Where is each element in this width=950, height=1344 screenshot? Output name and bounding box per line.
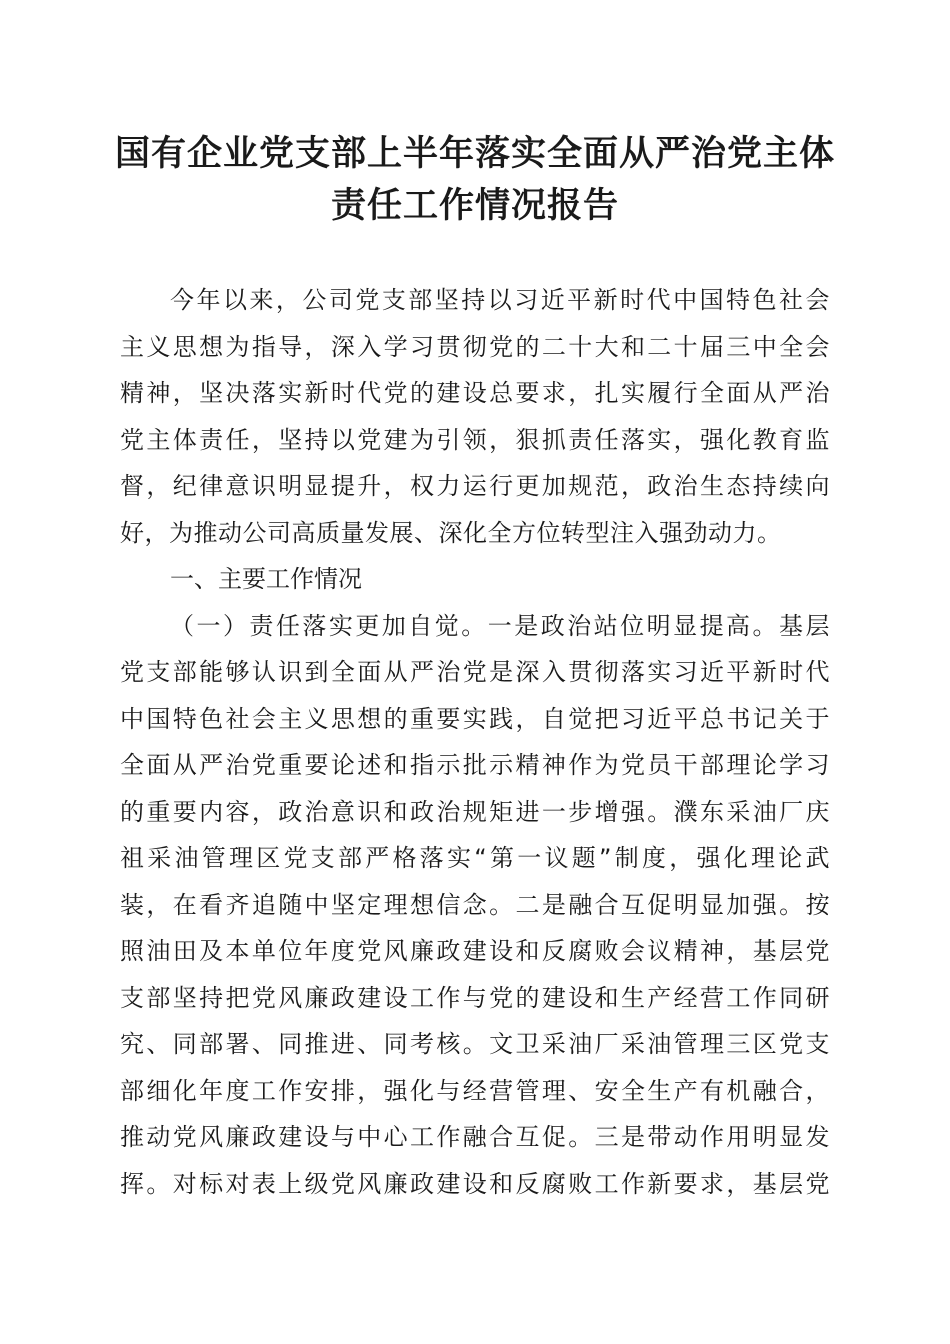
section1-paragraph <box>120 603 830 1208</box>
section1-line: （一）责任落实更加自觉。一是政治站位明显提高。基层 <box>170 611 830 640</box>
title-line-1: 国有企业党支部上半年落实全面从严治党主体 <box>114 133 835 174</box>
intro-line: 精神，坚决落实新时代党的建设总要求，扎实履行全面从严治 <box>120 379 830 407</box>
section1-line: 全面从严治党重要论述和指示批示精神作为党员干部理论学习 <box>120 751 830 779</box>
section1-line: 究、同部署、同推进、同考核。文卫采油厂采油管理三区党支 <box>120 1030 830 1058</box>
section1-line: 推动党风廉政建设与中心工作融合互促。三是带动作用明显发 <box>120 1123 830 1151</box>
document-body <box>120 277 830 1207</box>
section1-line: 装，在看齐追随中坚定理想信念。二是融合互促明显加强。按 <box>120 890 830 919</box>
section1-line: 部细化年度工作安排，强化与经营管理、安全生产有机融合， <box>120 1076 830 1105</box>
section1-line: 党支部能够认识到全面从严治党是深入贯彻落实习近平新时代 <box>120 658 830 686</box>
section-heading: 一、主要工作情况 <box>170 565 362 593</box>
intro-line: 党主体责任，坚持以党建为引领，狠抓责任落实，强化教育监 <box>120 425 830 454</box>
document-title <box>100 128 850 232</box>
intro-line: 今年以来，公司党支部坚持以习近平新时代中国特色社会 <box>170 286 830 314</box>
section1-line: 照油田及本单位年度党风廉政建设和反腐败会议精神，基层党 <box>120 937 830 965</box>
intro-line: 主义思想为指导，深入学习贯彻党的二十大和二十届三中全会 <box>120 332 830 361</box>
intro-line: 好，为推动公司高质量发展、深化全方位转型注入强劲动力。 <box>120 518 782 547</box>
section1-line: 中国特色社会主义思想的重要实践，自觉把习近平总书记关于 <box>120 704 830 733</box>
section1-line: 的重要内容，政治意识和政治规矩进一步增强。濮东采油厂庆 <box>120 797 830 826</box>
section1-line: 挥。对标对表上级党风廉政建设和反腐败工作新要求，基层党 <box>120 1169 830 1198</box>
title-line-2: 责任工作情况报告 <box>330 185 619 226</box>
intro-paragraph <box>120 277 830 556</box>
section1-line: 支部坚持把党风廉政建设工作与党的建设和生产经营工作同研 <box>120 983 830 1012</box>
section1-line: 祖采油管理区党支部严格落实“第一议题”制度，强化理论武 <box>120 844 830 872</box>
intro-line: 督，纪律意识明显提升，权力运行更加规范，政治生态持续向 <box>120 472 830 500</box>
